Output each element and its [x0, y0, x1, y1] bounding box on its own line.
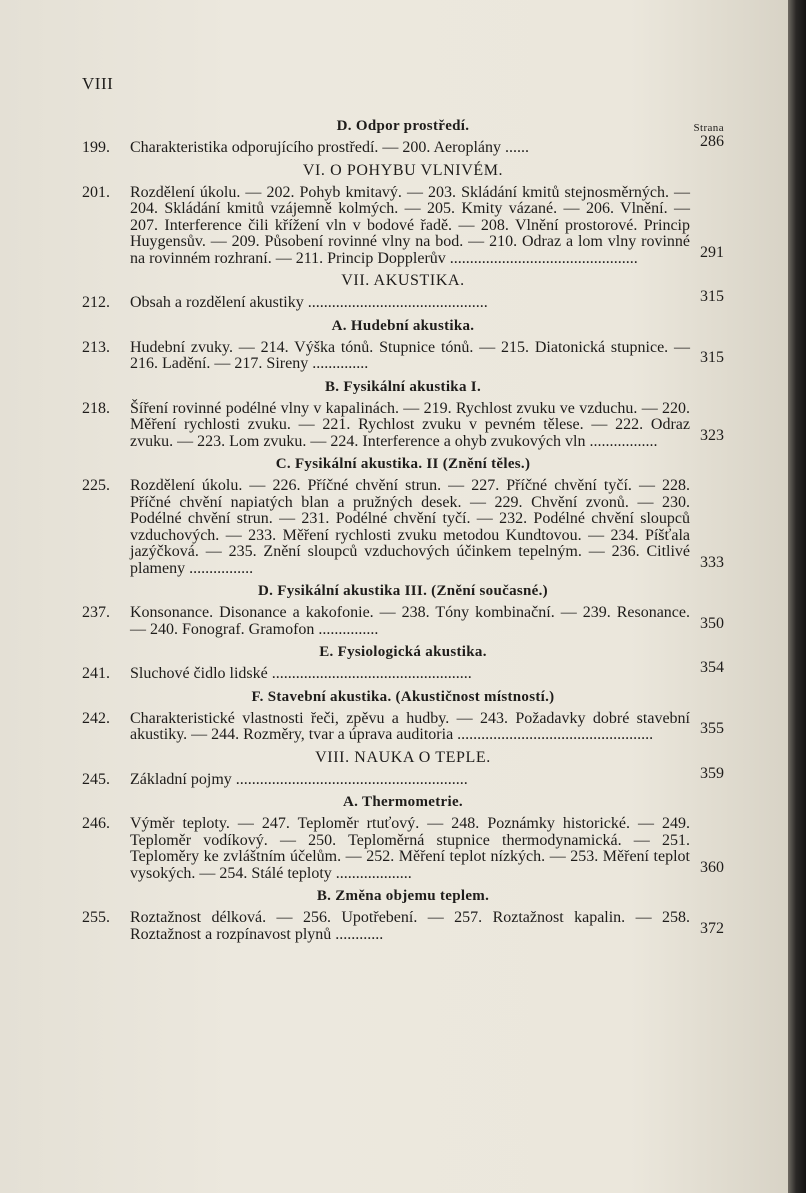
subsection-title — [82, 685, 724, 709]
section-title: VI. O POHYBU VLNIVÉM. — [302, 161, 504, 179]
entry-page-number: 372 — [700, 919, 724, 937]
toc-entry — [82, 185, 724, 268]
toc-entry — [82, 816, 724, 882]
leader-dots: .......................................................... — [235, 770, 468, 788]
entry-text: Roztažnost délková. — 256. Upotřebení. — 257. Roztažnost kapalin. — 258. Roztažnost a rozpínavost plynů — [130, 909, 690, 943]
leader-dots: .............. — [312, 355, 369, 372]
subsection-title-text: B. Fysikální akustika I. — [324, 378, 481, 395]
toc-entry — [82, 288, 724, 312]
entry-page-number: 315 — [700, 288, 724, 305]
leader-dots: ................... — [335, 864, 412, 882]
book-spine-edge — [788, 0, 806, 1193]
table-of-contents — [82, 114, 724, 945]
toc-entry — [82, 764, 724, 789]
leader-dots: ............................................. — [307, 294, 488, 311]
entry-text: Šíření rovinné podélné vlny v kapalinách. — 219. Rychlost zvuku ve vzduchu. — 220. Měření rychlosti zvuku. — 221. Rychlost zvuku v pevném tělese. — 222. Odraz zvuku. — 223. Lom zvuku. — 224. Interference a ohyb zvukových vln — [130, 399, 690, 450]
entry-page-number: 354 — [700, 659, 724, 676]
entry-text: Rozdělení úkolu. — 202. Pohyb kmitavý. — 203. Skládání kmitů stejnosměrných. — 204. Skládání kmitů vzájemně kolmých. — 205. Kmity vázané. — 206. Vlnění. — 207. Interference čili křížení vln v bodové řadě. — 208. Vlnění prostorové. Princip Huygensův. — 209. Působení rovinné vlny na bod. — 210. Odraz a lom vlny rovinné na rovinném rozhraní. — 211. Princip Dopplerův — [130, 183, 690, 267]
leader-dots: ............... — [318, 620, 379, 638]
toc-entry — [82, 133, 724, 157]
subsection-title-text: C. Fysikální akustika. II (Znění těles.) — [275, 456, 531, 472]
entry-page-number: 286 — [700, 133, 724, 150]
entry-text: Obsah a rozdělení akustiky — [130, 294, 304, 311]
entry-number: 218. — [82, 399, 110, 417]
subsection-title — [82, 884, 724, 908]
subsection-title-text: B. Změna objemu teplem. — [316, 888, 490, 904]
leader-dots: ............................................... — [449, 249, 638, 267]
toc-entry — [82, 401, 724, 451]
strana-label: Strana — [693, 122, 724, 134]
section-title: VIII. NAUKA O TEPLE. — [315, 748, 491, 766]
leader-dots: .................................................. — [271, 665, 472, 682]
subsection-title-text: A. Hudební akustika. — [331, 317, 475, 334]
leader-dots: ................................................. — [457, 726, 654, 743]
subsection-title-text: D. Odpor prostředí. — [336, 118, 470, 134]
entry-page-number: 350 — [700, 614, 724, 632]
subsection-title-text: F. Stavební akustika. (Akustičnost místností.) — [251, 688, 555, 705]
subsection-title — [82, 375, 724, 399]
leader-dots: ................ — [189, 559, 254, 577]
toc-entry — [82, 659, 724, 683]
entry-page-number: 333 — [700, 553, 724, 571]
subsection-title-text: D. Fysikální akustika III. (Znění současné.) — [258, 583, 548, 599]
entry-text: Konsonance. Disonance a kakofonie. — 238. Tóny kombinační. — 239. Resonance. — 240. Fonograf. Gramofon — [130, 604, 690, 638]
toc-entry — [82, 340, 724, 373]
entry-number: 213. — [82, 338, 110, 356]
entry-text: Charakteristické vlastnosti řeči, zpěvu a hudby. — 243. Požadavky dobré stavební akustiky. — 244. Rozměry, tvar a úprava auditoria — [130, 709, 690, 743]
entry-text: Charakteristika odporujícího prostředí. — 200. Aeroplány — [130, 139, 502, 156]
entry-number: 201. — [82, 183, 110, 201]
subsection-title — [82, 114, 724, 138]
entry-number: 255. — [82, 909, 110, 926]
entry-page-number: 291 — [700, 243, 724, 261]
entry-text: Rozdělení úkolu. — 226. Příčné chvění strun. — 227. Příčné chvění tyčí. — 228. Příčné chvění napiatých blan a pružných desek. — 229. Chvění zvonů. — 230. Podélné chvění strun. — 231. Podélné chvění tyčí. — 232. Podélné chvění sloupců vzduchových. — 233. Měření rychlosti zvuku metodou Kundtovou. — 234. Píšťala jazýčková. — 235. Znění sloupců vzduchových účinkem tepelným. — 236. Citlivé plameny — [130, 477, 690, 577]
entry-text: Základní pojmy — [130, 770, 232, 788]
leader-dots: ................. — [589, 432, 658, 450]
entry-page-number: 359 — [700, 764, 724, 782]
entry-text: Hudební zvuky. — 214. Výška tónů. Stupnice tónů. — 215. Diatonická stupnice. — 216. Ladění. — 217. Sireny — [130, 338, 690, 372]
subsection-title — [82, 790, 724, 814]
entry-number: 237. — [82, 604, 110, 621]
toc-entry — [82, 910, 724, 943]
subsection-title — [82, 640, 724, 664]
entry-number: 246. — [82, 815, 110, 832]
subsection-title-text: A. Thermometrie. — [343, 794, 463, 810]
entry-number: 199. — [82, 139, 110, 156]
toc-entry — [82, 605, 724, 638]
entry-text: Výměr teploty. — 247. Teploměr rtuťový. — 248. Poznámky historické. — 249. Teploměr vodíkový. — 250. Teploměrná stupnice thermodynamická. — 251. Teploměry ke zvláštním účelům. — 252. Měření teplot nízkých. — 253. Měření teplot vysokých. — 254. Stálé teploty — [130, 815, 690, 882]
entry-number: 242. — [82, 709, 110, 727]
entry-page-number: 315 — [700, 349, 724, 366]
entry-page-number: 360 — [700, 858, 724, 876]
entry-number: 245. — [82, 770, 110, 788]
entry-page-number: 355 — [700, 720, 724, 737]
subsection-title-text: E. Fysiologická akustika. — [319, 644, 487, 660]
subsection-title — [82, 452, 724, 476]
leader-dots: ............ — [335, 925, 384, 943]
subsection-title — [82, 579, 724, 603]
entry-number: 241. — [82, 665, 110, 682]
toc-entry — [82, 711, 724, 744]
entry-number: 225. — [82, 477, 110, 494]
leader-dots: ...... — [505, 139, 530, 156]
entry-number: 212. — [82, 294, 110, 311]
page-folio: VIII — [82, 74, 114, 93]
entry-page-number: 323 — [700, 426, 724, 444]
entry-text: Sluchové čidlo lidské — [130, 665, 268, 682]
section-title: VII. AKUSTIKA. — [341, 272, 465, 289]
toc-entry — [82, 478, 724, 577]
subsection-title — [82, 314, 724, 338]
